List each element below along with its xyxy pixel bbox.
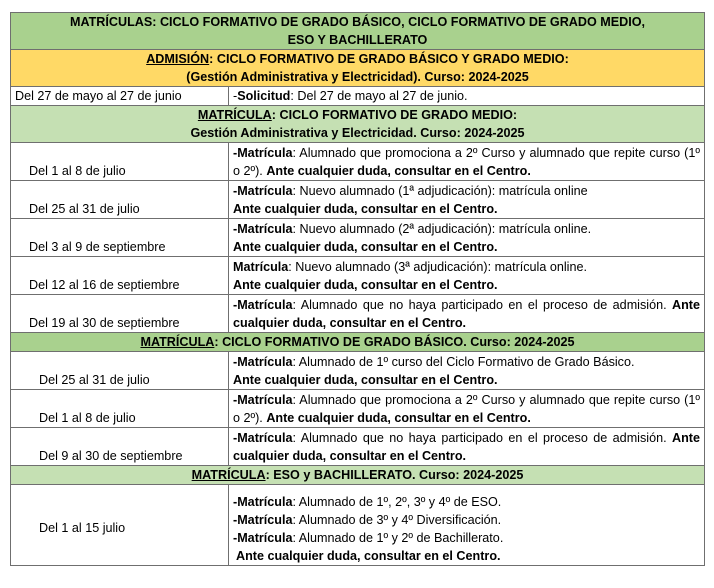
gb-row-1-detail: -Matrícula: Alumnado de 1º curso del Ciclo Formativo de Grado Básico. Ante cualquier duda, consultar en el Centro.: [229, 352, 705, 390]
grado-medio-subheading: Gestión Administrativa y Electricidad. Curso: 2024-2025: [190, 126, 525, 140]
admision-date: Del 27 de mayo al 27 de junio: [11, 87, 229, 106]
eso-bach-header: [11, 466, 705, 485]
eso-bach-heading: : ESO y BACHILLERATO. Curso: 2024-2025: [265, 468, 524, 482]
admision-heading: : CICLO FORMATIVO DE GRADO BÁSICO Y GRADO MEDIO:: [209, 52, 569, 66]
gb-row-3-date: Del 9 al 30 de septiembre: [11, 428, 229, 466]
gb-row-3-detail: -Matrícula: Alumnado que no haya participado en el proceso de admisión. Ante cualquier duda, consultar en el Centro.: [229, 428, 705, 466]
enrollment-table: [10, 12, 705, 566]
gm-row-2-date: Del 25 al 31 de julio: [11, 181, 229, 219]
admision-label: ADMISIÓN: [146, 52, 210, 66]
main-title: [11, 13, 705, 50]
grado-medio-header: [11, 106, 705, 143]
gb-row-2-date: Del 1 al 8 de julio: [11, 390, 229, 428]
gm-row-1-date: Del 1 al 8 de julio: [11, 143, 229, 181]
enrollment-calendar: [10, 12, 704, 566]
gb-row-1-date: Del 25 al 31 de julio: [11, 352, 229, 390]
admision-header: [11, 50, 705, 87]
main-title-line1: MATRÍCULAS: CICLO FORMATIVO DE GRADO BÁSICO, CICLO FORMATIVO DE GRADO MEDIO,: [69, 15, 646, 29]
gm-row-1-detail: -Matrícula: Alumnado que promociona a 2º Curso y alumnado que repite curso (1º o 2º). Ante cualquier duda, consultar en el Centro.: [229, 143, 705, 181]
grado-basico-header: [11, 333, 705, 352]
grado-basico-heading: : CICLO FORMATIVO DE GRADO BÁSICO. Curso: 2024-2025: [214, 335, 575, 349]
gm-row-5-date: Del 19 al 30 de septiembre: [11, 295, 229, 333]
gm-row-3-detail: -Matrícula: Nuevo alumnado (2ª adjudicación): matrícula online. Ante cualquier duda, consultar en el Centro.: [229, 219, 705, 257]
main-title-line2: ESO Y BACHILLERATO: [287, 33, 428, 47]
admision-subheading: (Gestión Administrativa y Electricidad). Curso: 2024-2025: [186, 70, 529, 84]
eso-bach-date: Del 1 al 15 julio: [11, 485, 229, 566]
eso-bach-detail: -Matrícula: Alumnado de 1º, 2º, 3º y 4º de ESO. -Matrícula: Alumnado de 3º y 4º Diversificación. -Matrícula: Alumnado de 1º y 2º de Bachillerato. Ante cualquier duda, consultar en el Centro.: [229, 485, 705, 566]
eso-bach-label: MATRÍCULA: [191, 468, 266, 482]
grado-medio-label: MATRÍCULA: [197, 108, 272, 122]
gb-row-2-detail: -Matrícula: Alumnado que promociona a 2º Curso y alumnado que repite curso (1º o 2º). Ante cualquier duda, consultar en el Centro.: [229, 390, 705, 428]
gm-row-5-detail: -Matrícula: Alumnado que no haya participado en el proceso de admisión. Ante cualquier duda, consultar en el Centro.: [229, 295, 705, 333]
gm-row-3-date: Del 3 al 9 de septiembre: [11, 219, 229, 257]
gm-row-4-detail: Matrícula: Nuevo alumnado (3ª adjudicación): matrícula online. Ante cualquier duda, consultar en el Centro.: [229, 257, 705, 295]
admision-detail: -Solicitud: Del 27 de mayo al 27 de junio.: [229, 87, 705, 106]
gm-row-4-date: Del 12 al 16 de septiembre: [11, 257, 229, 295]
grado-basico-label: MATRÍCULA: [140, 335, 215, 349]
gm-row-2-detail: -Matrícula: Nuevo alumnado (1ª adjudicación): matrícula online Ante cualquier duda, consultar en el Centro.: [229, 181, 705, 219]
solicitud-label: Solicitud: [237, 89, 291, 103]
grado-medio-heading: : CICLO FORMATIVO DE GRADO MEDIO:: [271, 108, 518, 122]
